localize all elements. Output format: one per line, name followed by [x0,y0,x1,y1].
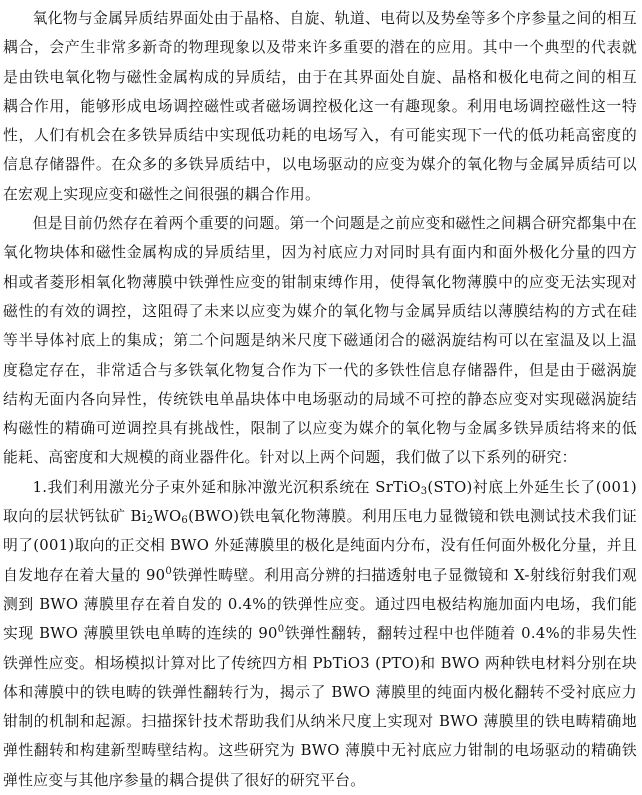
research-text-part-1: 1.我们利用激光分子束外延和脉冲激光沉积系统在 SrTiO [32,478,421,496]
paragraph-problems: 但是目前仍然存在着两个重要的问题。第一个问题是之前应变和磁性之间耦合研究都集中在氧化物块体和磁性金属构成的异质结里，因为衬底应力对同时具有面内和面外极化分量的四方相或者菱形相氧化物薄膜中铁弹性应变的钳制束缚作用，使得氧化物薄膜中的应变无法实现对磁性的有效的调控，这阻碍了未来以应变为媒介的氧化物与金属异质结以薄膜结构的方式在硅等半导体衬底上的集成；第二个问题是纳米尺度下磁通闭合的磁涡旋结构可以在室温及以上温度稳定存在，非常适合与多铁氧化物复合作为下一代的多铁性信息存储器件，但是由于磁涡旋结构无面内各向异性，传统铁电单晶块体中电场驱动的局域不可控的静态应变对实现磁涡旋结构磁性的精确可逆调控具有挑战性，限制了以应变为媒介的氧化物与金属多铁异质结将来的低能耗、高密度和大规模的商业器件化。针对以上两个问题，我们做了以下系列的研究： [3,215,637,467]
research-text-part-2: (STO)衬底上外延生长了(001)取向的层状钙钛矿 Bi [3,478,637,526]
subscript-bi: 2 [146,515,154,527]
superscript-degree-1: 0 [165,565,173,577]
research-text-part-5: 铁弹性畴壁。利用高分辨的扫描透射电子显微镜和 X-射线衍射我们观测到 BWO 薄膜里存在着自发的 0.4%的铁弹性应变。通过四电极结构施加面内电场，我们能实现 BWO 薄膜里铁电单畴的连续的 90 [3,566,637,643]
subscript-o: 6 [181,515,189,527]
research-text-part-3: WO [153,508,182,526]
subscript-sto: 3 [420,485,428,497]
paragraph-research-1 [3,473,637,795]
research-text-part-4: (BWO)铁电氧化物薄膜。利用压电力显微镜和铁电测试技术我们证明了(001)取向的正交相 BWO 外延薄膜里的极化是纯面内分布，没有任何面外极化分量，并且自发地存在着大量的 90 [3,508,637,584]
paragraph-intro: 氧化物与金属异质结界面处由于晶格、自旋、轨道、电荷以及势垒等多个序参量之间的相互耦合，会产生非常多新奇的物理现象以及带来许多重要的潜在的应用。其中一个典型的代表就是由铁电氧化物与磁性金属构成的异质结，由于在其界面处自旋、晶格和极化电荷之间的相互耦合作用，能够形成电场调控磁性或者磁场调控极化这一有趣现象。利用电场调控磁性这一特性，人们有机会在多铁异质结中实现低功耗的电场写入，有可能实现下一代的低功耗高密度的信息存储器件。在众多的多铁异质结中，以电场驱动的应变为媒介的氧化物与金属异质结可以在宏观上实现应变和磁性之间很强的耦合作用。 [3,10,637,203]
superscript-degree-2: 0 [277,624,285,636]
research-text-part-6: 铁弹性翻转，翻转过程中也伴随着 0.4%的非易失性铁弹性应变。相场模拟计算对比了传统四方相 PbTiO3 (PTO)和 BWO 两种铁电材料分别在块体和薄膜中的铁电畴的铁弹性翻转行为，揭示了 BWO 薄膜里的纯面内极化翻转不受衬底应力钳制的机制和起源。扫描探针技术帮助我们从纳米尺度上实现对 BWO 薄膜里的铁电畴精确地弹性翻转和构建新型畴壁结构。这些研究为 BWO 薄膜中无衬底应力钳制的电场驱动的精确铁弹性应变与其他序参量的耦合提供了很好的研究平台。 [3,625,637,789]
